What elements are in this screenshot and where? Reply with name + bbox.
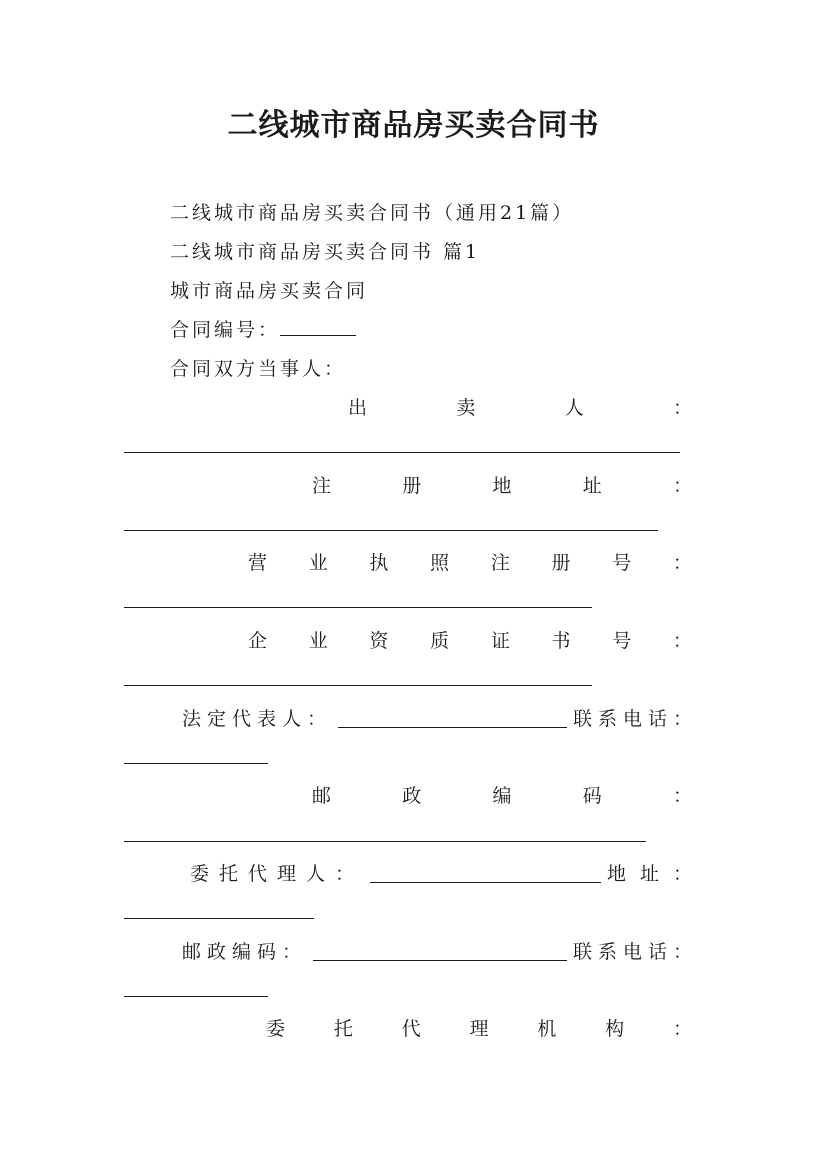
agent-blank[interactable] bbox=[370, 862, 601, 883]
contract-number-line bbox=[170, 315, 356, 342]
reg-addr-char-2: 册 bbox=[402, 474, 422, 497]
postal-code-label bbox=[312, 780, 692, 808]
seller-label bbox=[348, 392, 692, 420]
legal-rep-blank[interactable] bbox=[338, 707, 567, 728]
license-colon: ： bbox=[672, 551, 692, 574]
document-title: 二线城市商品房买卖合同书 bbox=[227, 108, 600, 143]
agent-postal-row bbox=[182, 936, 692, 964]
postal-char-3: 编 bbox=[492, 784, 512, 807]
agency-char-6: 构 bbox=[605, 1017, 625, 1040]
registered-address-blank[interactable] bbox=[124, 530, 658, 531]
reg-addr-char-3: 地 bbox=[492, 474, 512, 497]
seller-char-1: 出 bbox=[348, 396, 368, 419]
seller-blank[interactable] bbox=[124, 452, 680, 453]
license-number-label bbox=[248, 547, 692, 575]
registered-address-label bbox=[312, 470, 692, 498]
legal-rep-label: 法定代表人： bbox=[182, 707, 333, 730]
agency-char-1: 委 bbox=[266, 1017, 286, 1040]
agency-colon: ： bbox=[672, 1017, 692, 1040]
qual-char-6: 书 bbox=[551, 629, 571, 652]
qualification-number-blank[interactable] bbox=[124, 685, 592, 686]
intro-line-2: 二线城市商品房买卖合同书 篇1 bbox=[170, 241, 481, 263]
seller-char-2: 卖 bbox=[456, 396, 476, 419]
agent-row bbox=[190, 858, 692, 886]
qual-char-7: 号 bbox=[612, 629, 632, 652]
parties-label: 合同双方当事人： bbox=[170, 358, 347, 380]
license-char-6: 册 bbox=[551, 551, 571, 574]
legal-rep-phone-colon: ： bbox=[672, 707, 692, 730]
agency-label bbox=[266, 1013, 692, 1041]
contract-number-label: 合同编号： bbox=[170, 319, 281, 341]
qual-char-3: 资 bbox=[369, 629, 389, 652]
seller-char-3: 人 bbox=[564, 396, 584, 419]
reg-addr-colon: ： bbox=[672, 474, 692, 497]
license-char-7: 号 bbox=[612, 551, 632, 574]
legal-rep-phone-label: 联系电话 bbox=[572, 707, 673, 730]
reg-addr-char-1: 注 bbox=[312, 474, 332, 497]
agent-label: 委托代理人： bbox=[190, 862, 365, 885]
postal-colon: ： bbox=[672, 784, 692, 807]
qual-colon: ： bbox=[672, 629, 692, 652]
agent-postal-blank[interactable] bbox=[313, 940, 567, 961]
intro-line-3: 城市商品房买卖合同 bbox=[170, 280, 369, 302]
license-number-blank[interactable] bbox=[124, 607, 592, 608]
qual-char-2: 业 bbox=[308, 629, 328, 652]
postal-char-4: 码 bbox=[582, 784, 602, 807]
reg-addr-char-4: 址 bbox=[582, 474, 602, 497]
legal-rep-row bbox=[182, 703, 692, 731]
legal-rep-phone-blank[interactable] bbox=[124, 763, 268, 764]
agent-postal-label: 邮政编码： bbox=[182, 940, 308, 963]
qual-char-1: 企 bbox=[248, 629, 268, 652]
agent-phone-blank[interactable] bbox=[124, 996, 268, 997]
agency-char-2: 托 bbox=[333, 1017, 353, 1040]
agency-char-4: 理 bbox=[469, 1017, 489, 1040]
agent-phone-colon: ： bbox=[672, 940, 692, 963]
license-char-3: 执 bbox=[369, 551, 389, 574]
seller-colon: ： bbox=[672, 396, 692, 419]
qualification-number-label bbox=[248, 625, 692, 653]
postal-code-blank[interactable] bbox=[124, 841, 646, 842]
intro-line-1: 二线城市商品房买卖合同书（通用21篇） bbox=[170, 202, 575, 224]
agent-address-label: 地址 bbox=[606, 862, 673, 885]
agent-address-blank[interactable] bbox=[124, 918, 314, 919]
postal-char-2: 政 bbox=[402, 784, 422, 807]
agency-char-3: 代 bbox=[401, 1017, 421, 1040]
postal-char-1: 邮 bbox=[312, 784, 332, 807]
agent-phone-label: 联系电话 bbox=[572, 940, 673, 963]
agent-address-colon: ： bbox=[672, 862, 692, 885]
license-char-2: 业 bbox=[308, 551, 328, 574]
license-char-1: 营 bbox=[248, 551, 268, 574]
license-char-4: 照 bbox=[430, 551, 450, 574]
agency-char-5: 机 bbox=[537, 1017, 557, 1040]
contract-number-blank[interactable] bbox=[280, 317, 356, 336]
qual-char-5: 证 bbox=[490, 629, 510, 652]
license-char-5: 注 bbox=[490, 551, 510, 574]
qual-char-4: 质 bbox=[430, 629, 450, 652]
